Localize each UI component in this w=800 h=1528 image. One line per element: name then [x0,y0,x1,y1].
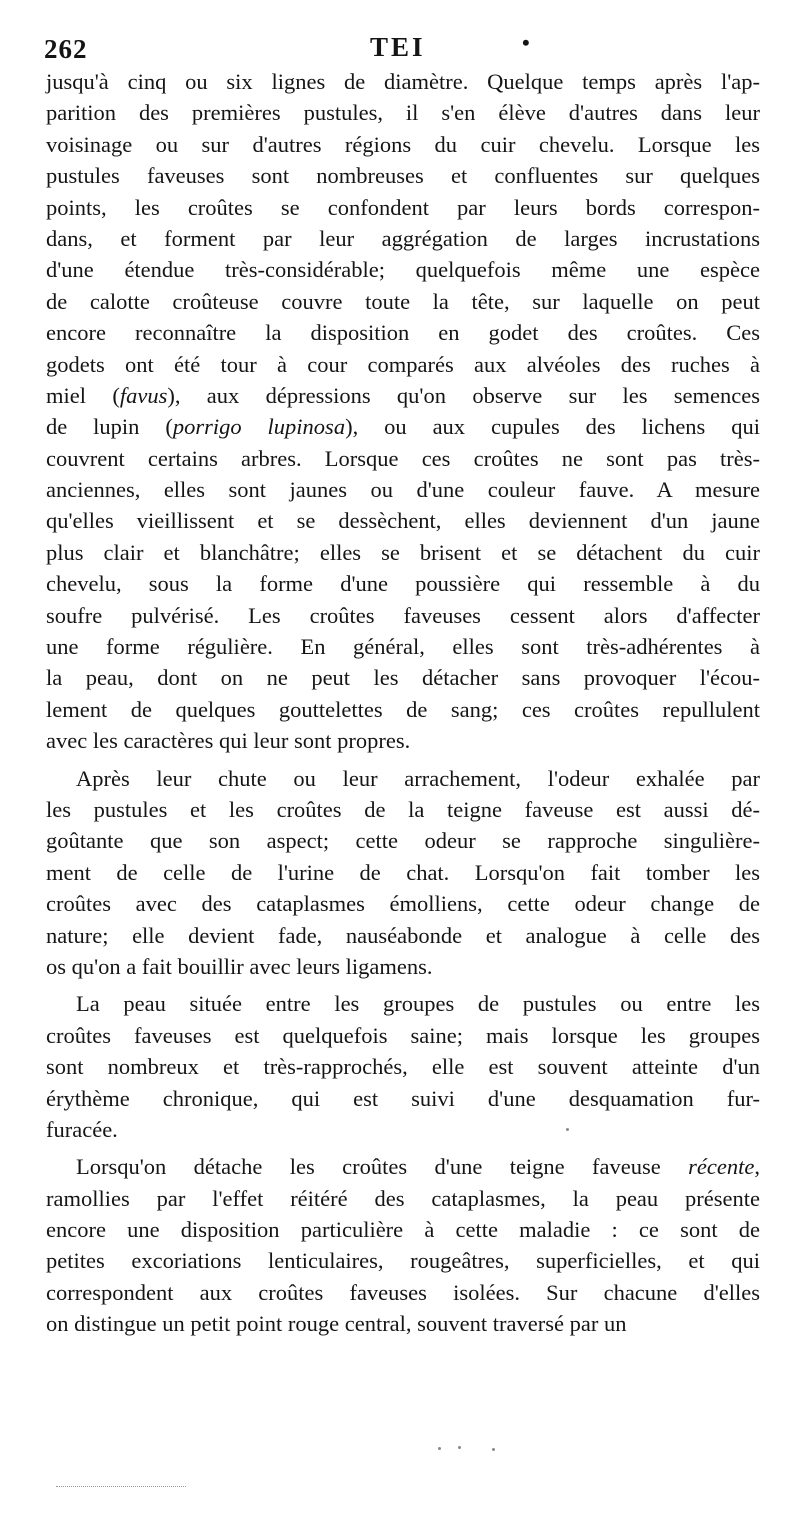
text-line: furacée. [46,1116,118,1142]
print-marks [56,1482,186,1487]
text-line: parition des premières pustules, il s'en élève d'autres dans leur [46,100,760,126]
text-line: La peau située entre les groupes de pustules ou entre les [76,991,760,1017]
text-line: petites excoriations lenticulaires, rougeâtres, superficielles, et qui [46,1248,760,1274]
text-line: pustules faveuses sont nombreuses et confluentes sur quelques [46,163,760,189]
text-line: plus clair et blanchâtre; elles se brisent et se détachent du cuir [46,539,760,565]
text-line: miel (favus), aux dépressions qu'on observe sur les semences [46,382,760,408]
page-header [44,28,756,68]
text-line: anciennes, elles sont jaunes ou d'une couleur fauve. A mesure [46,477,760,503]
text-line: soufre pulvérisé. Les croûtes faveuses cessent alors d'affecter [46,602,760,628]
ink-speck [566,1128,569,1131]
text-line: croûtes faveuses est quelquefois saine; mais lorsque les groupes [46,1022,760,1048]
text-line: points, les croûtes se confondent par leurs bords correspon- [46,194,760,220]
text-line: de calotte croûteuse couvre toute la tête, sur laquelle on peut [46,288,760,314]
header-ornament: • [522,30,530,55]
text-line: croûtes avec des cataplasmes émolliens, cette odeur change de [46,891,760,917]
text-line: de lupin (porrigo lupinosa), ou aux cupules des lichens qui [46,414,761,440]
paragraph [46,1151,760,1339]
text-line: chevelu, sous la forme d'une poussière qui ressemble à du [46,571,760,597]
text-line: nature; elle devient fade, nauséabonde et analogue à celle des [46,922,760,948]
italic-term: porrigo lupinosa [172,414,346,440]
text-line: lement de quelques gouttelettes de sang; ces croûtes repullulent [46,696,760,722]
text-line: érythème chronique, qui est suivi d'une desquamation fur- [46,1085,760,1111]
text-line: sont nombreux et très-rapprochés, elle est souvent atteinte d'un [46,1054,760,1080]
running-head: TEI [370,32,426,62]
ink-speck [438,1447,441,1450]
text-line: goûtante que son aspect; cette odeur se rapproche singulière- [46,828,760,854]
text-line: voisinage ou sur d'autres régions du cuir chevelu. Lorsque les [46,131,760,157]
text-line: avec les caractères qui leur sont propres. [46,728,411,754]
text-line: les pustules et les croûtes de la teigne faveuse est aussi dé- [46,796,760,822]
text-line: une forme régulière. En général, elles sont très-adhérentes à [46,634,760,660]
paragraph [46,763,760,983]
text-line: godets ont été tour à cour comparés aux alvéoles des ruches à [46,351,760,377]
text-line: jusqu'à cinq ou six lignes de diamètre. Quelque temps après l'ap- [46,69,760,94]
ink-speck [458,1446,461,1449]
ink-speck [492,1448,495,1451]
text-line: Après leur chute ou leur arrachement, l'odeur exhalée par [76,765,760,791]
text-line: os qu'on a fait bouillir avec leurs ligamens. [46,953,433,979]
page-number: 262 [44,34,88,64]
text-line: encore une disposition particulière à cette maladie : ce sont de [46,1217,760,1243]
paragraph [46,66,760,757]
text-line: d'une étendue très-considérable; quelquefois même une espèce [46,257,760,283]
text-line: dans, et forment par leur aggrégation de larges incrustations [46,225,760,251]
text-line: encore reconnaître la disposition en godet des croûtes. Ces [46,320,760,346]
text-line: on distingue un petit point rouge central, souvent traversé par un [46,1311,627,1337]
text-line: correspondent aux croûtes faveuses isolées. Sur chacune d'elles [46,1279,760,1305]
text-line: couvrent certains arbres. Lorsque ces croûtes ne sont pas très- [46,445,760,471]
text-line: la peau, dont on ne peut les détacher sans provoquer l'écou- [46,665,760,691]
italic-term: récente [688,1154,755,1180]
body-text [46,66,760,1340]
text-line: ment de celle de l'urine de chat. Lorsqu'on fait tomber les [46,859,760,885]
text-line: qu'elles vieillissent et se dessèchent, elles deviennent d'un jaune [46,508,760,534]
italic-term: favus [119,382,168,408]
text-line: Lorsqu'on détache les croûtes d'une teigne faveuse récente, [76,1154,760,1180]
text-line: ramollies par l'effet réitéré des cataplasmes, la peau présente [46,1185,760,1211]
paragraph [46,988,760,1145]
